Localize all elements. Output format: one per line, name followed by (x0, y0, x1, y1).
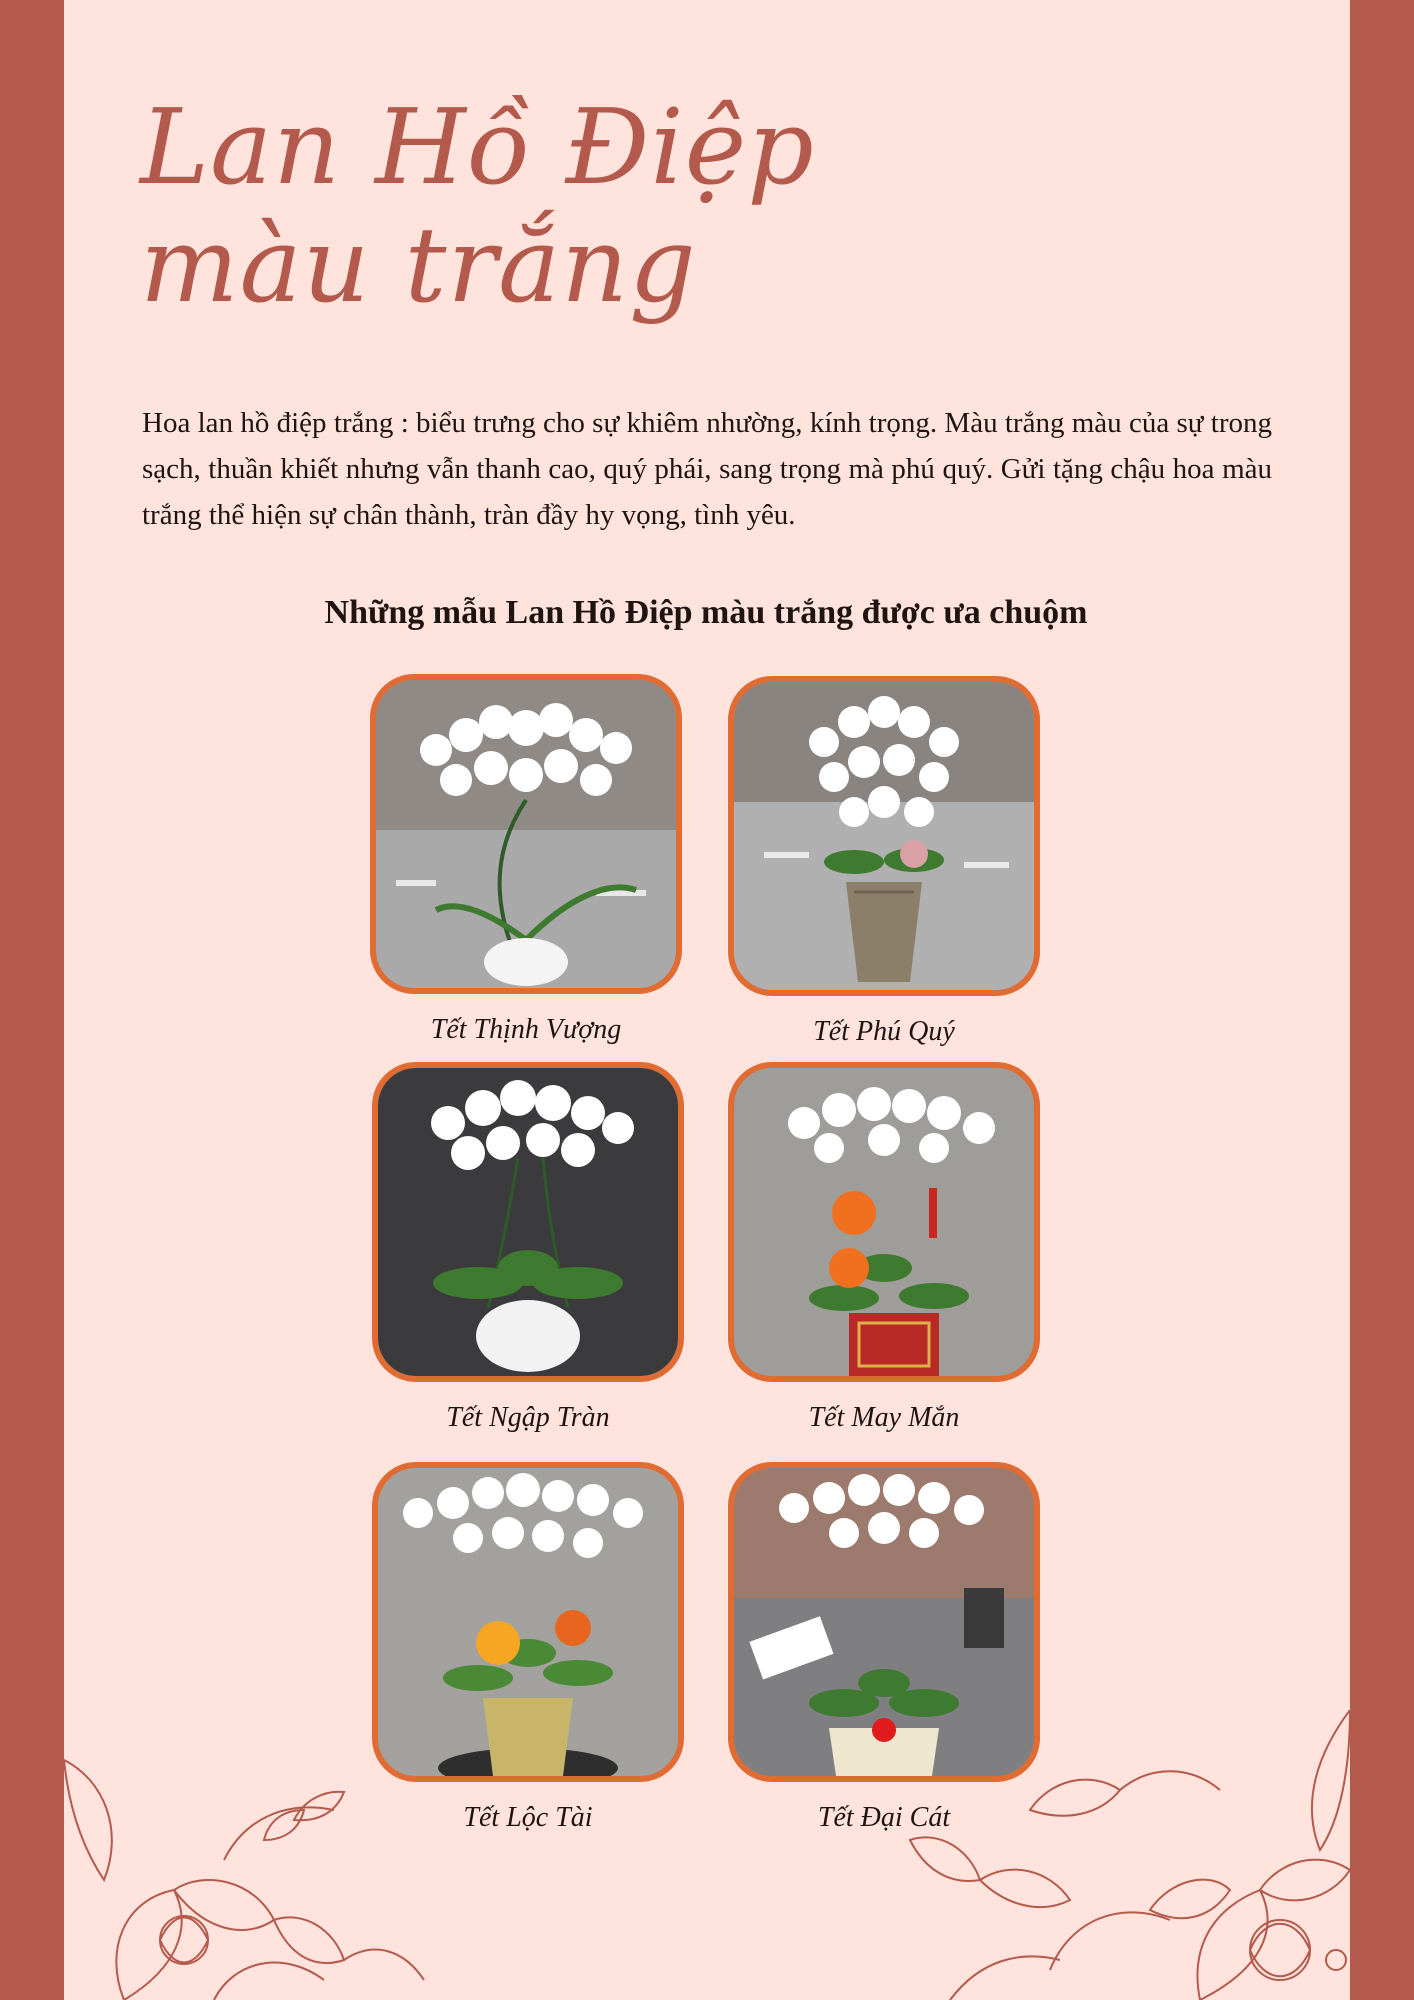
orchid-image (378, 1468, 678, 1776)
orchid-photo (372, 1062, 684, 1382)
left-side-bar (0, 0, 64, 2000)
floral-decoration-left (64, 1740, 464, 2000)
orchid-photo (372, 1462, 684, 1782)
product-card (372, 1062, 684, 1434)
orchid-image (734, 682, 1034, 990)
product-caption: Tết Đại Cát (817, 1802, 951, 1833)
orchid-image (378, 1068, 678, 1376)
orchid-photo (728, 1062, 1040, 1382)
orchid-photo (370, 674, 682, 994)
intro-paragraph: Hoa lan hồ điệp trắng : biểu trưng cho sự khiêm nhường, kính trọng. Màu trắng màu của sự trong sạch, thuần khiết nhưng vẫn thanh cao, quý phái, sang trọng mà phú quý. Gửi tặng chậu hoa màu trắng thể hiện sự chân thành, tràn đầy hy vọng, tình yêu. (142, 407, 1272, 531)
product-card (728, 676, 1040, 1048)
product-caption: Tết May Mắn (808, 1402, 960, 1433)
page-title (140, 88, 815, 324)
product-caption: Tết Thịnh Vượng (430, 1014, 622, 1045)
right-side-bar (1350, 0, 1414, 2000)
orchid-image (734, 1068, 1034, 1376)
section-heading: Những mẫu Lan Hồ Điệp màu trắng được ưa chuộm (324, 594, 1088, 631)
floral-decoration-right (850, 1710, 1350, 2000)
orchid-image (376, 680, 676, 988)
title-line-1: Lan Hồ Điệp (140, 86, 815, 208)
product-caption: Tết Ngập Tràn (446, 1402, 610, 1433)
product-card (728, 1062, 1040, 1434)
product-card (370, 674, 682, 1046)
title-line-2: màu trắng (140, 204, 697, 326)
orchid-photo (728, 676, 1040, 996)
product-caption: Tết Lộc Tài (463, 1802, 593, 1833)
product-caption: Tết Phú Quý (813, 1016, 955, 1047)
